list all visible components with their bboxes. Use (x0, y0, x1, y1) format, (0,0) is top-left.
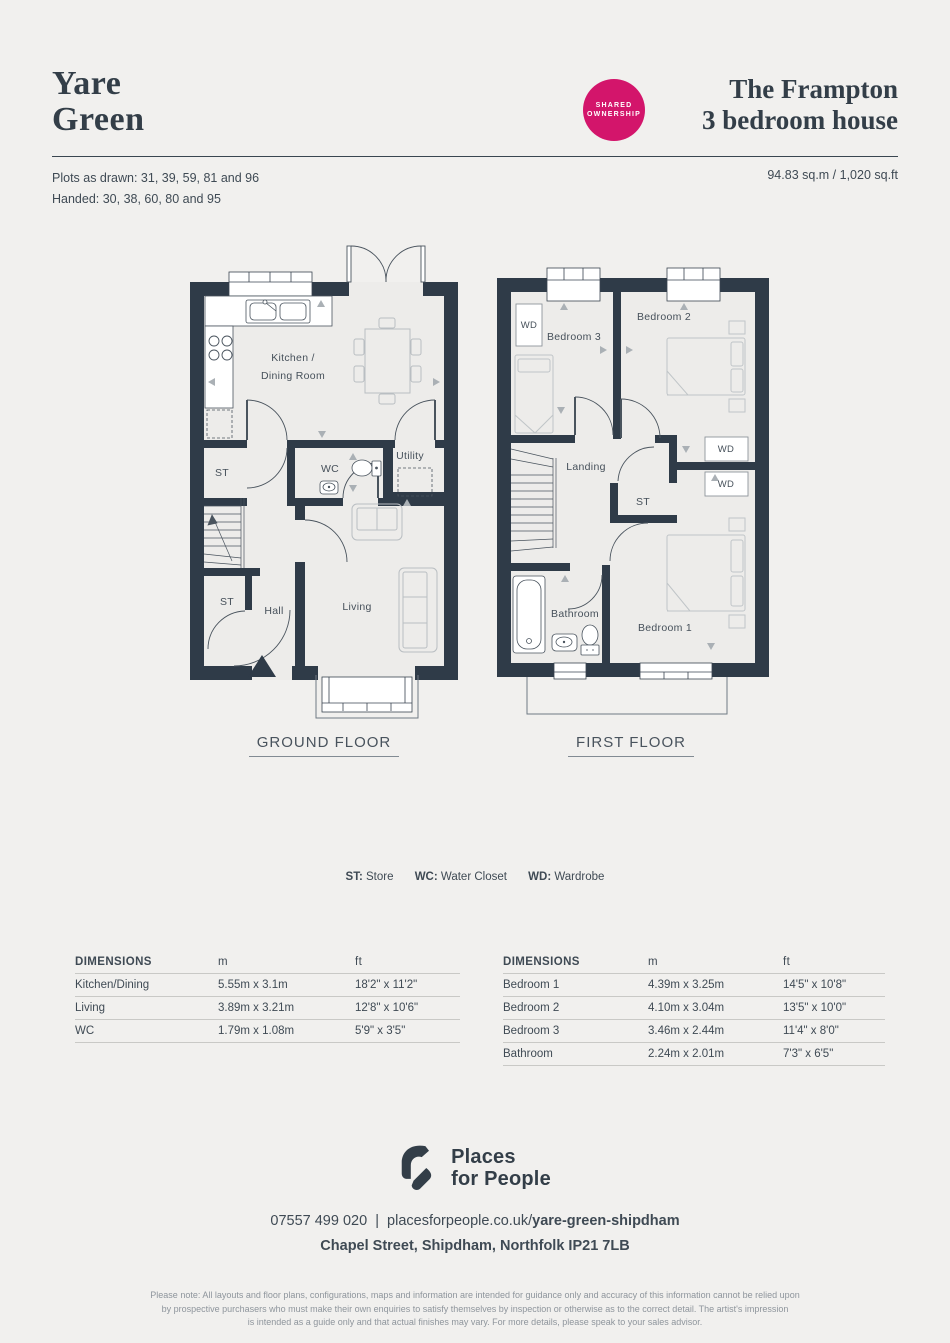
legend-item-st: ST: Store (345, 871, 394, 883)
development-name-line2: Green (52, 101, 145, 138)
col-m: m (218, 951, 355, 974)
house-name: The Frampton (729, 74, 898, 104)
living-label: Living (342, 601, 372, 613)
dimensions-table-first (503, 951, 885, 1066)
kitchen-window (229, 272, 312, 296)
legend-item-wd: WD: Wardrobe (528, 871, 605, 883)
wd-lower-label: WD (717, 479, 735, 490)
development-name-line1: Yare (52, 65, 122, 102)
table-row: Bedroom 1 4.39m x 3.25m 14'5" x 10'8" (503, 974, 885, 997)
first-floor-plan (490, 243, 772, 723)
col-m: m (648, 951, 783, 974)
development-name (52, 66, 145, 138)
table-header-row (503, 951, 885, 974)
website-url: placesforpeople.co.uk/yare-green-shipdham (387, 1213, 680, 1229)
col-ft: ft (783, 951, 885, 974)
disclaimer-line: by prospective purchasers who must make their own enquiries to satisfy themselves by inspection or otherwise as to the correct detail. The artist's impression (161, 1303, 789, 1314)
wd-upper-label: WD (717, 444, 735, 455)
header-divider (52, 156, 898, 157)
porch-outline (527, 677, 727, 714)
table-row: Bedroom 2 4.10m x 3.04m 13'5" x 10'0" (503, 997, 885, 1020)
bay-window (316, 675, 418, 718)
house-title (702, 74, 898, 136)
table-row: Kitchen/Dining 5.55m x 3.1m 18'2" x 11'2" (75, 974, 460, 997)
table-row: WC 1.79m x 1.08m 5'9" x 3'5" (75, 1020, 460, 1043)
ground-floor-caption: GROUND FLOOR (188, 734, 460, 757)
places-for-people-logo-icon (399, 1144, 439, 1192)
floor-area: 94.83 sq.m / 1,020 sq.ft (767, 168, 898, 182)
separator: | (375, 1213, 379, 1229)
table-header-row (75, 951, 460, 974)
plots-handed: Handed: 30, 38, 60, 80 and 95 (52, 192, 221, 206)
badge-line2: OWNERSHIP (587, 111, 641, 118)
phone-number: 07557 499 020 (270, 1213, 368, 1229)
table-row: Bedroom 3 3.46m x 2.44m 11'4" x 8'0" (503, 1020, 885, 1043)
disclaimer-line: is intended as a guide only and that actual finishes may vary. For more details, please speak to your sales advisor. (247, 1317, 703, 1327)
disclaimer-line: Please note: All layouts and floor plans, configurations, maps and information are intended for guidance only and accuracy of this information cannot be relied upon (150, 1290, 800, 1300)
landing-label: Landing (566, 461, 606, 473)
ground-floor-plan (188, 245, 460, 720)
legend-item-wc: WC: Water Closet (414, 871, 507, 883)
table-row: Bathroom 2.24m x 2.01m 7'3" x 6'5" (503, 1043, 885, 1066)
store-upper-label: ST (214, 467, 230, 479)
bathroom-label: Bathroom (551, 608, 599, 620)
utility-label: Utility (396, 450, 424, 462)
french-doors (347, 246, 425, 282)
house-type: 3 bedroom house (701, 105, 898, 135)
col-ft: ft (355, 951, 460, 974)
plots-as-drawn: Plots as drawn: 31, 39, 59, 81 and 96 (52, 171, 260, 185)
places-for-people-logo (0, 1144, 950, 1192)
address-line: Chapel Street, Shipdham, Northfolk IP21 7LB (320, 1238, 630, 1254)
wd-bed3-label: WD (520, 320, 538, 331)
bedroom2-label: Bedroom 2 (636, 311, 692, 323)
bedroom3-label: Bedroom 3 (546, 331, 602, 343)
col-dimensions: DIMENSIONS (503, 951, 648, 974)
dimensions-table-ground (75, 951, 460, 1043)
disclaimer (0, 1289, 950, 1330)
places-for-people-logo-text: Places for People (451, 1146, 551, 1190)
store-lower-label: ST (219, 596, 235, 608)
plot-info (52, 168, 259, 210)
table-row: Living 3.89m x 3.21m 12'8" x 10'6" (75, 997, 460, 1020)
wc-label: WC (320, 463, 340, 475)
kitchen-label-line2: Dining Room (261, 370, 325, 382)
col-dimensions: DIMENSIONS (75, 951, 218, 974)
shared-ownership-badge (583, 79, 645, 141)
kitchen-label-line1: Kitchen / (271, 352, 315, 364)
contact-line (0, 1213, 950, 1229)
store-label: ST (635, 496, 651, 508)
first-floor-caption: FIRST FLOOR (490, 734, 772, 757)
badge-line1: SHARED (595, 102, 633, 109)
abbreviation-legend (0, 871, 950, 883)
bedroom1-label: Bedroom 1 (637, 622, 693, 634)
hall-label: Hall (264, 605, 284, 617)
